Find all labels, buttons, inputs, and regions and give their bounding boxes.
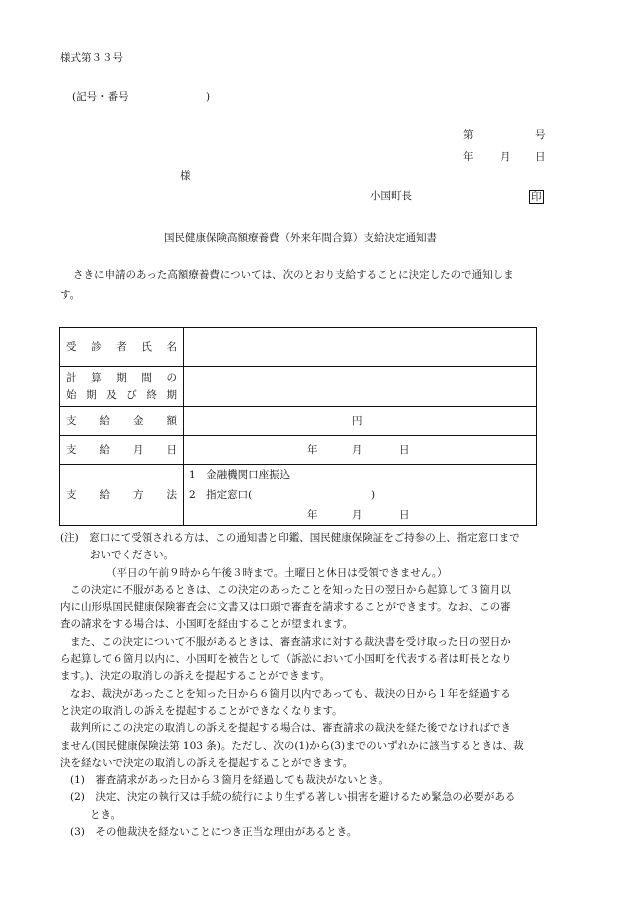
table-row-recipient [60,328,537,367]
label-char: 算 [91,372,102,384]
amount-unit: 円 [352,415,363,427]
note-line: 裁判所にこの決定の取消しの訴えを提起する場合は、審査請求の裁決を経た後でなければでき [70,722,511,735]
label-char: 及 [106,388,117,401]
recipient-value [184,328,537,367]
form-number: 様式第３３号 [60,52,123,64]
method-date-year: 年 [307,509,318,521]
ref-close: ) [206,91,211,103]
date-year: 年 [463,151,474,163]
note-line: ます。)、決定の取消しの訴えを提起することができます。 [60,670,331,683]
table-row-amount [60,407,537,436]
period-label-cell [60,367,184,407]
body-line-2: す。 [60,289,81,301]
label-char: 期 [166,388,177,401]
label-char: 給 [99,488,110,501]
note-line: (3) その他裁決を経ないことにつき正当な理由があるとき。 [70,826,358,839]
method-value [184,465,537,526]
recipient-label-cell [60,328,184,367]
note-line: (注) 窓口にて受領される方は、この通知書と印鑑、国民健康保険証をご持参の上、指定窓口まで [60,532,520,544]
issuer: 小国町長 [370,190,412,202]
label-char: 支 [66,414,77,427]
label-char: 金 [133,414,144,427]
label-char: 給 [99,414,110,427]
label-char: 終 [146,388,157,401]
method-label [60,490,183,501]
note-line: ら起算して６箇月以内に、小国町を被告として（訴訟において小国町を代表する者は町長となり [60,653,512,666]
note-line: と決定の取消しの訴えを提起することができなくなります。 [60,704,343,717]
note-line: （平日の午前９時から午後３時まで。土曜日と休日は受領できません。） [106,566,448,579]
label-char: 支 [66,488,77,501]
note-line: (2) 決定、決定の執行又は手続の続行により生ずる著しい損害を避けるため緊急の必要がある [70,791,516,804]
table-row-method [60,465,537,526]
amount-value [184,407,537,436]
amount-label [60,416,183,427]
method-option-1: 1 金融機関口座振込 [189,469,291,481]
period-value [184,367,537,407]
note-line: この決定に不服があるときは、この決定のあったことを知った日の翌日から起算して３箇月以 [70,583,511,596]
note-line: また、この決定について不服があるときは、審査請求に対する裁決書を受け取った日の翌日か [70,635,511,648]
label-char: 方 [133,488,144,501]
label-char: 氏 [141,340,152,353]
recipient-label [60,342,183,353]
ref-label: (記号・番号 [72,91,129,103]
pay-date-day: 日 [399,444,410,456]
date-label [60,445,183,456]
label-char: 期 [116,372,127,384]
method-date-day: 日 [399,509,410,521]
label-char: 日 [166,443,177,456]
note-line: とき。 [90,808,122,821]
label-char: 間 [141,372,152,384]
label-char: 始 [66,388,77,401]
page-title: 国民健康保険高額療養費（外来年間合算）支給決定通知書 [164,232,437,244]
label-char: 額 [166,414,177,427]
pay-date-month: 月 [352,444,363,456]
doc-no-dai: 第 [463,129,474,141]
period-label-2 [60,390,183,401]
note-line: おいでください。 [90,549,174,562]
note-line: (1) 審査請求があった日から３箇月を経過しても裁決がないとき。 [70,774,389,787]
pay-date-year: 年 [307,444,318,456]
note-line: ません(国民健康保険法第 103 条)。ただし、次の(1)から(3)までのいずれかに該当するときは、裁 [60,739,524,752]
label-char: 期 [86,388,97,401]
amount-label-cell [60,407,184,436]
date-month: 月 [500,151,511,163]
method-option-2-close: ) [371,489,376,501]
label-char: 支 [66,443,77,456]
addressee-suffix: 様 [180,170,191,182]
notes-section [60,530,576,841]
label-char: 計 [66,372,77,384]
note-line: 決を経ないで決定の取消しの訴えを提起することができます。 [60,756,354,769]
label-char: 給 [99,443,110,456]
doc-no-go: 号 [535,129,546,141]
period-label-1 [60,373,183,384]
date-day: 日 [535,151,546,163]
note-line: なお、裁決があったことを知った日から６箇月以内であっても、裁決の日から１年を経過する [70,687,511,700]
payment-table [59,327,537,526]
table-row-period [60,367,537,407]
method-date-month: 月 [352,509,363,521]
label-char: び [126,388,137,401]
seal-mark [529,190,544,204]
label-char: 者 [116,340,127,353]
label-char: 月 [133,443,144,456]
body-line-1: さきに申請のあった高額療養費については、次のとおり支給することに決定したので通知しま [73,269,514,281]
note-line: 内に山形県国民健康保険審査会に文書又は口頭で審査を請求することができます。なお、この審 [60,601,511,614]
method-label-cell [60,465,184,526]
table-row-date [60,436,537,465]
method-option-2: 2 指定窓口( [189,489,253,501]
label-char: 受 [66,340,77,353]
label-char: 診 [91,340,102,353]
date-label-cell [60,436,184,465]
seal-stamp: 印 [531,191,542,203]
note-line: 査の請求をする場合は、小国町を経由することが望まれます。 [60,618,354,631]
label-char: 名 [166,340,177,353]
label-char: 法 [166,488,177,501]
date-value [184,436,537,465]
label-char: の [166,372,177,384]
